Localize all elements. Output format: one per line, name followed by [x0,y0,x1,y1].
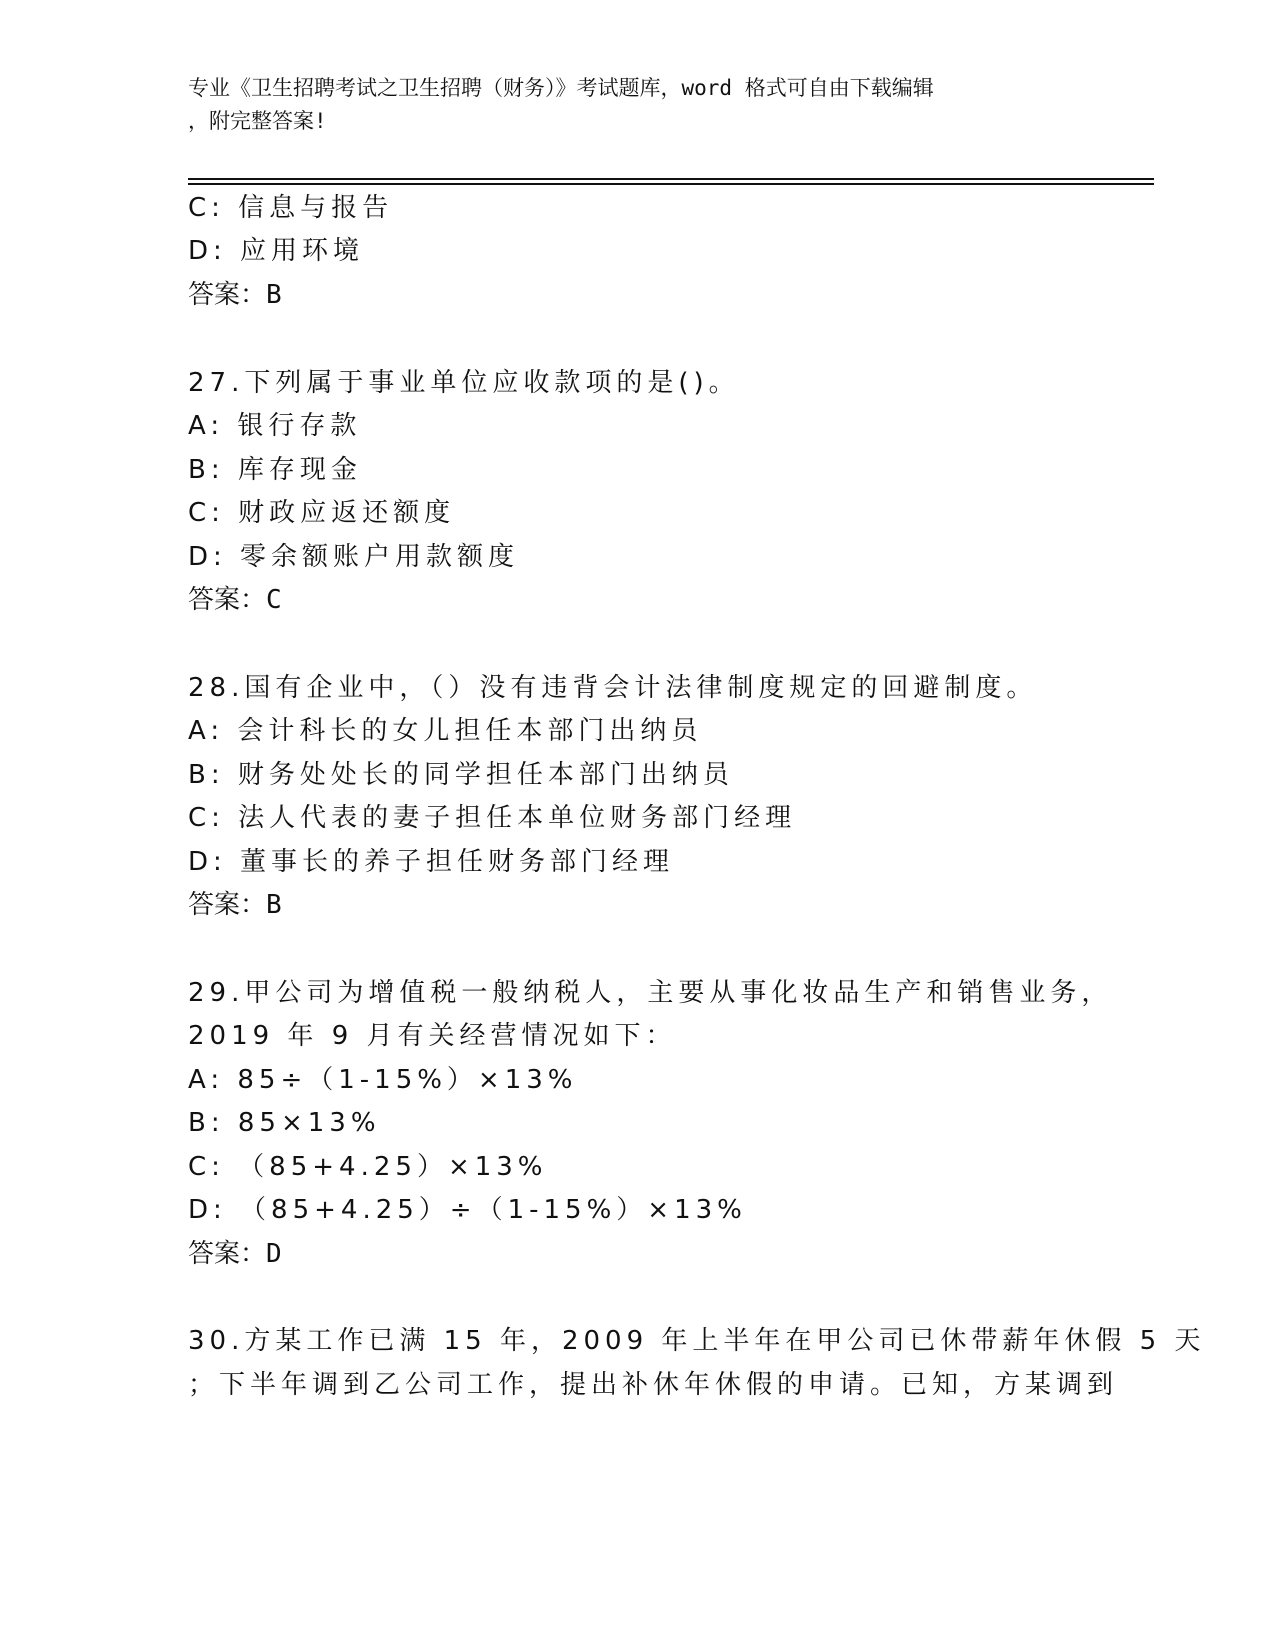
option-a: A: 会计科长的女儿担任本部门出纳员 [188,716,703,746]
question-stem: 28.国有企业中，（）没有违背会计法律制度规定的回避制度。 [188,673,1038,703]
option-a: A: 85÷（1-15%）×13% [188,1065,578,1095]
answer: 答案：C [188,585,282,615]
option-b: B: 85×13% [188,1108,381,1138]
option-c: C: 法人代表的妻子担任本单位财务部门经理 [188,803,797,833]
answer: 答案：B [188,890,282,920]
question-stem-line-2: ；下半年调到乙公司工作，提出补休年休假的申请。已知，方某调到 [188,1370,1119,1400]
answer: 答案：D [188,1239,282,1269]
option-b: B: 库存现金 [188,455,362,485]
option-c: C: （85+4.25）×13% [188,1152,548,1182]
answer: 答案：B [188,280,282,310]
header-line-2: ，附完整答案! [188,109,327,133]
document-header [188,72,1088,138]
header-divider-top [188,178,1154,180]
option-d: D: 董事长的养子担任财务部门经理 [188,847,675,877]
option-a: A: 银行存款 [188,411,362,441]
option-d: D: 零余额账户用款额度 [188,542,520,572]
option-d: D: 应用环境 [188,236,365,266]
header-divider-bottom [188,183,1154,185]
option-d: D: （85+4.25）÷（1-15%）×13% [188,1195,747,1225]
option-c: C: 信息与报告 [188,193,394,223]
option-b: B: 财务处处长的同学担任本部门出纳员 [188,760,734,790]
question-stem-line-2: 2019 年 9 月有关经营情况如下： [188,1021,677,1051]
question-stem-line-1: 30.方某工作已满 15 年，2009 年上半年在甲公司已休带薪年休假 5 天 [188,1326,1206,1356]
option-c: C: 财政应返还额度 [188,498,456,528]
question-stem-line-1: 29.甲公司为增值税一般纳税人，主要从事化妆品生产和销售业务， [188,978,1113,1008]
question-stem: 27.下列属于事业单位应收款项的是()。 [188,368,740,398]
header-line-1: 专业《卫生招聘考试之卫生招聘（财务）》考试题库，word 格式可自由下载编辑 [188,76,934,100]
